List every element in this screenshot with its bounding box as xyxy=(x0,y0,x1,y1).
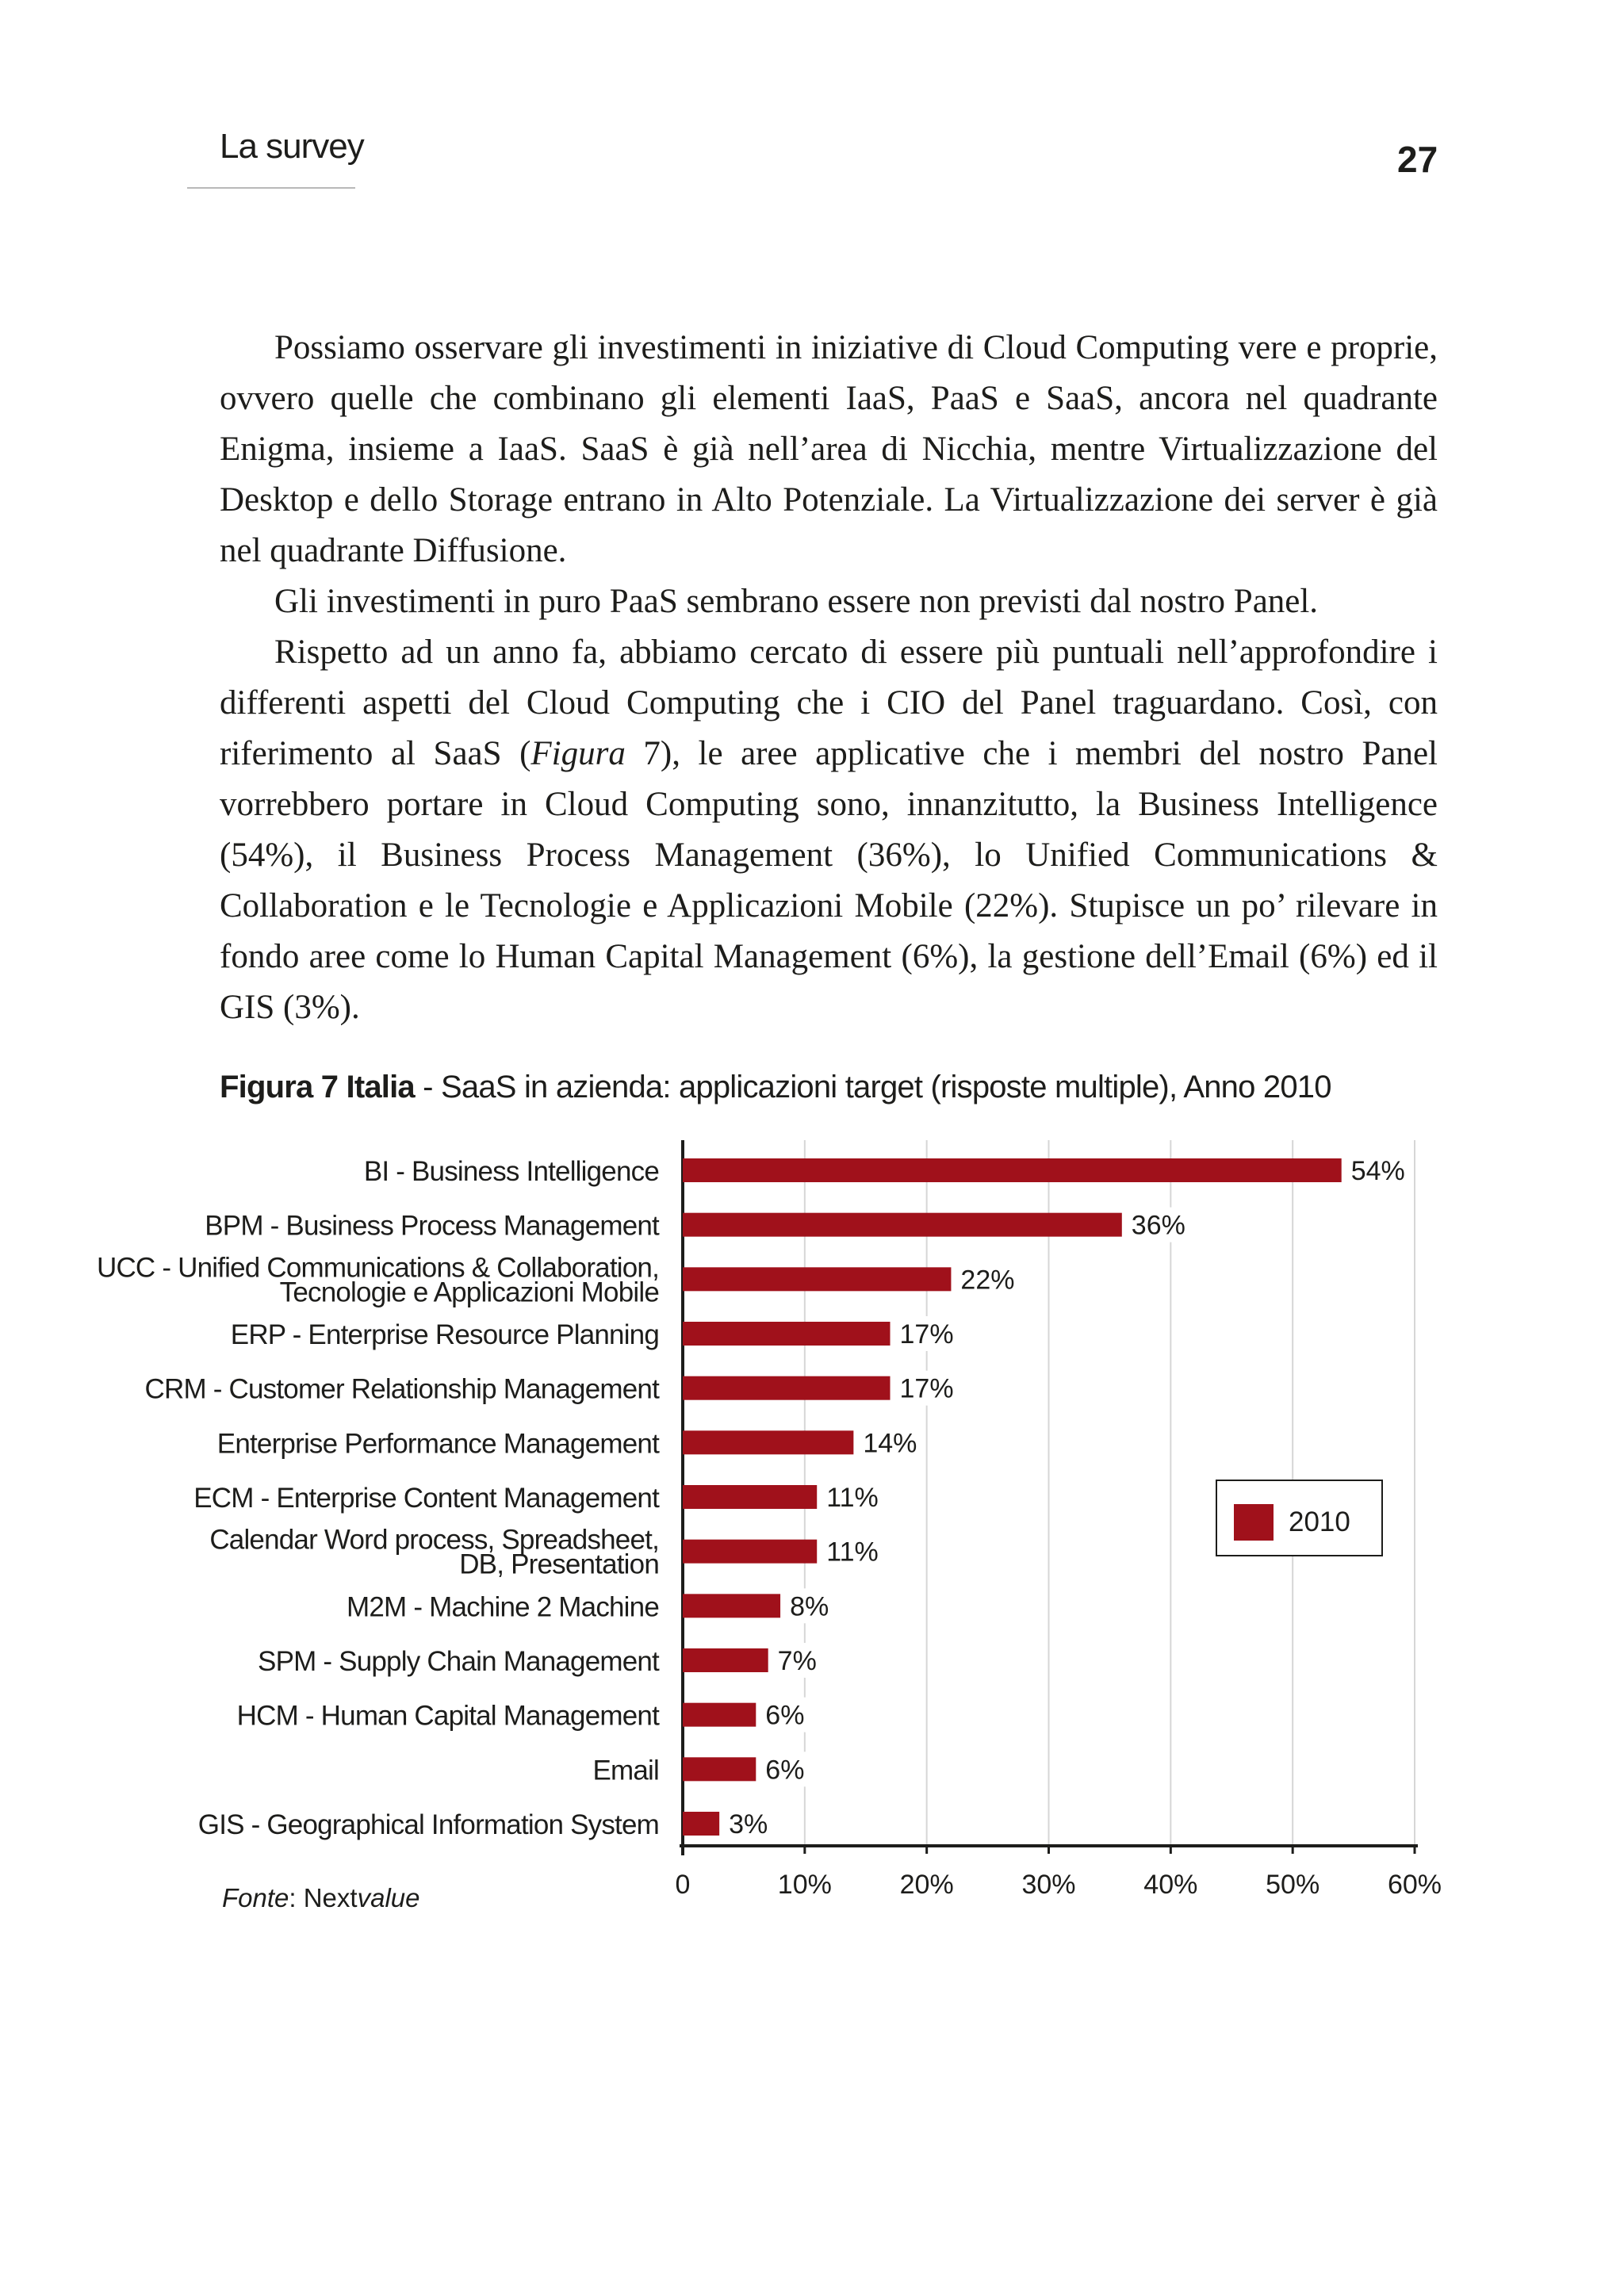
data-label: 7% xyxy=(777,1646,817,1676)
data-label: 11% xyxy=(826,1537,879,1568)
x-tick-label: 0 xyxy=(675,1870,691,1900)
data-label: 3% xyxy=(729,1809,768,1839)
body-text xyxy=(220,323,1438,1033)
source-label: Fonte xyxy=(222,1883,289,1912)
x-tick-label: 50% xyxy=(1266,1870,1320,1900)
paragraph-3 xyxy=(220,627,1438,1033)
category-label: GIS - Geographical Information System xyxy=(197,1809,659,1840)
x-tick-label: 10% xyxy=(777,1870,832,1900)
data-label: 17% xyxy=(899,1373,954,1404)
category-label: HCM - Human Capital Management xyxy=(236,1700,659,1732)
paragraph-3-part-2: 7), le aree applicative che i membri del nostro Panel vorrebbero portare in Cloud Computing sono, innanzitutto, la Business Intelligence (54%), il Business Process Management (36%), lo Unified Communications & Collaboration e le Tecnologie e Applicazioni Mobile (22%). Stupisce un po’ rilevare in fondo aree come lo Human Capital Management (6%), la gestione dell’Email (6%) ed il GIS (3%). xyxy=(220,735,1438,1026)
bar xyxy=(683,1376,891,1400)
bar xyxy=(683,1322,891,1346)
figure-label: Figura 7 Italia xyxy=(220,1070,415,1104)
paragraph-2: Gli investimenti in puro PaaS sembrano essere non previsti dal nostro Panel. xyxy=(274,583,1319,620)
category-label: Email xyxy=(592,1755,659,1786)
figure-reference: Figura xyxy=(530,735,626,772)
category-label: DB, Presentation xyxy=(459,1549,659,1580)
figure-caption xyxy=(220,1070,1331,1105)
x-tick-label: 60% xyxy=(1387,1870,1442,1900)
data-label: 36% xyxy=(1131,1210,1185,1241)
source-name: value xyxy=(357,1883,420,1912)
paragraph-3-part-1: Rispetto ad un anno fa, abbiamo cercato di essere più puntuali nell’approfondire i differenti aspetti del Cloud Computing che i CIO del Panel traguardano. Così, con riferimento al SaaS ( xyxy=(220,634,1438,772)
bar xyxy=(683,1430,853,1454)
bar xyxy=(683,1648,768,1672)
data-label: 6% xyxy=(765,1755,805,1786)
bar xyxy=(683,1757,756,1781)
data-label: 17% xyxy=(899,1319,954,1349)
section-title: La survey xyxy=(220,127,364,166)
category-label: UCC - Unified Communications & Collaboration, xyxy=(96,1252,659,1284)
category-label: SPM - Supply Chain Management xyxy=(258,1646,659,1677)
x-tick-label: 40% xyxy=(1143,1870,1198,1900)
data-label: 22% xyxy=(960,1265,1015,1296)
x-tick-label: 20% xyxy=(899,1870,954,1900)
data-label: 6% xyxy=(765,1700,805,1731)
category-label: Tecnologie e Applicazioni Mobile xyxy=(279,1277,659,1308)
bar xyxy=(683,1267,951,1291)
bar-chart xyxy=(0,1110,1624,1927)
bar xyxy=(683,1812,719,1836)
paragraph-1: Possiamo osservare gli investimenti in iniziative di Cloud Computing vere e proprie, ovvero quelle che combinano gli elementi IaaS, PaaS e SaaS, ancora nel quadrante Enigma, insieme a IaaS. SaaS è già nell’area di Nicchia, mentre Virtualizzazione del Desktop e dello Storage entrano in Alto Potenziale. La Virtualizzazione dei server è già nel quadrante Diffusione. xyxy=(220,329,1438,569)
data-label: 14% xyxy=(863,1428,917,1459)
source-prefix: : Next xyxy=(289,1883,358,1912)
category-label: M2M - Machine 2 Machine xyxy=(347,1591,659,1623)
category-label: ECM - Enterprise Content Management xyxy=(193,1483,659,1514)
page-number: 27 xyxy=(1397,139,1438,180)
bar xyxy=(683,1703,756,1727)
bar xyxy=(683,1540,817,1564)
data-label: 54% xyxy=(1350,1156,1405,1186)
category-label: BPM - Business Process Management xyxy=(205,1210,659,1242)
x-tick-label: 30% xyxy=(1021,1870,1076,1900)
figure-source xyxy=(222,1883,419,1913)
bar xyxy=(683,1594,780,1617)
bar xyxy=(683,1485,817,1509)
legend-swatch xyxy=(1234,1504,1274,1541)
figure-caption-text: - SaaS in azienda: applicazioni target (risposte multiple), Anno 2010 xyxy=(414,1070,1331,1104)
data-label: 11% xyxy=(826,1483,879,1513)
category-label: Calendar Word process, Spreadsheet, xyxy=(209,1524,659,1556)
category-label: CRM - Customer Relationship Management xyxy=(144,1373,659,1405)
legend-label: 2010 xyxy=(1289,1506,1350,1537)
category-label: Enterprise Performance Management xyxy=(216,1428,659,1460)
bar xyxy=(683,1213,1122,1237)
data-label: 8% xyxy=(790,1591,829,1622)
category-label: ERP - Enterprise Resource Planning xyxy=(230,1319,659,1350)
category-label: BI - Business Intelligence xyxy=(363,1156,659,1187)
bar xyxy=(683,1158,1342,1182)
header-rule xyxy=(187,187,355,189)
